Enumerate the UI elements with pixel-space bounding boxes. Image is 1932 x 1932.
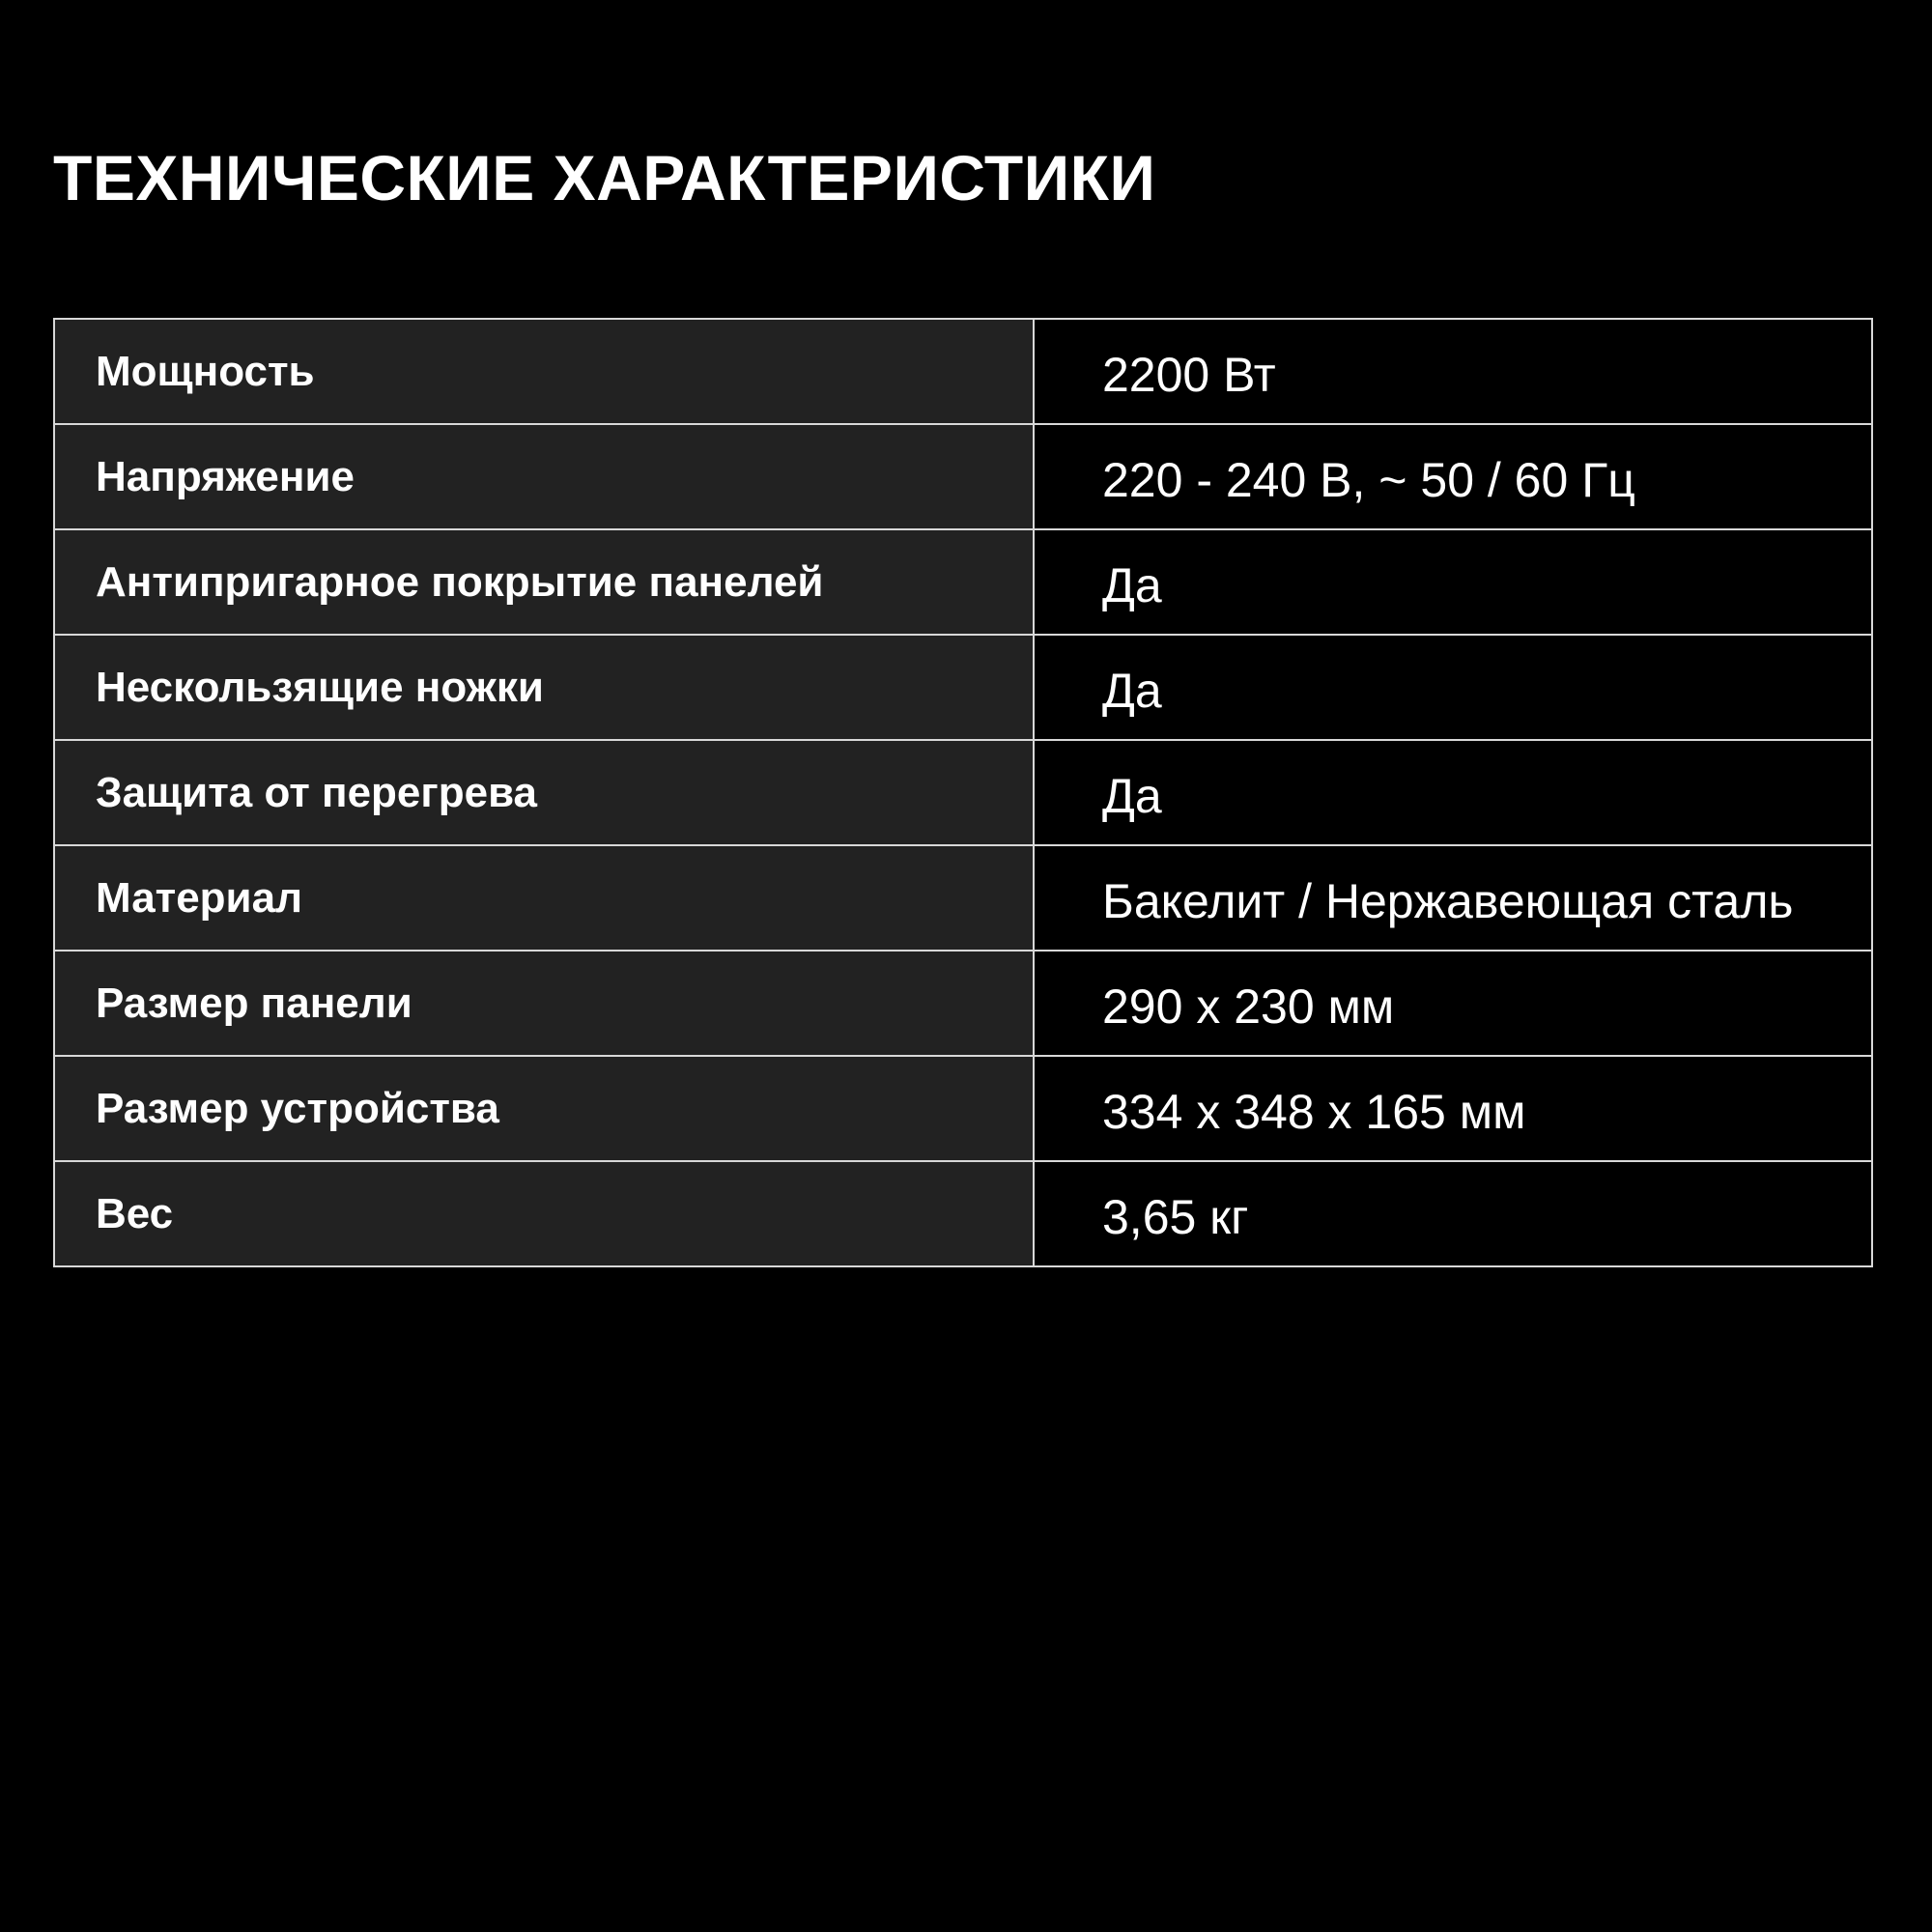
spec-value: Бакелит / Нержавеющая сталь bbox=[1035, 846, 1871, 950]
spec-label: Размер панели bbox=[55, 952, 1035, 1055]
spec-table bbox=[53, 318, 1873, 1267]
spec-row-panel-size bbox=[55, 950, 1871, 1055]
spec-row-weight bbox=[55, 1160, 1871, 1265]
spec-label: Антипригарное покрытие панелей bbox=[55, 530, 1035, 634]
spec-row-material bbox=[55, 844, 1871, 950]
page-title: ТЕХНИЧЕСКИЕ ХАРАКТЕРИСТИКИ bbox=[53, 142, 1156, 213]
spec-value: 220 - 240 В, ~ 50 / 60 Гц bbox=[1035, 425, 1871, 528]
spec-row-overheat-protection bbox=[55, 739, 1871, 844]
spec-row-power bbox=[55, 320, 1871, 423]
spec-label: Материал bbox=[55, 846, 1035, 950]
spec-label: Напряжение bbox=[55, 425, 1035, 528]
spec-value: Да bbox=[1035, 636, 1871, 739]
spec-label: Мощность bbox=[55, 320, 1035, 423]
spec-label: Вес bbox=[55, 1162, 1035, 1265]
spec-value: 290 x 230 мм bbox=[1035, 952, 1871, 1055]
spec-value: Да bbox=[1035, 741, 1871, 844]
spec-value: 334 x 348 x 165 мм bbox=[1035, 1057, 1871, 1160]
spec-value: 2200 Вт bbox=[1035, 320, 1871, 423]
spec-row-nonslip-feet bbox=[55, 634, 1871, 739]
spec-value: 3,65 кг bbox=[1035, 1162, 1871, 1265]
spec-row-device-size bbox=[55, 1055, 1871, 1160]
spec-label: Размер устройства bbox=[55, 1057, 1035, 1160]
spec-label: Защита от перегрева bbox=[55, 741, 1035, 844]
spec-row-nonstick-coating bbox=[55, 528, 1871, 634]
spec-value: Да bbox=[1035, 530, 1871, 634]
spec-row-voltage bbox=[55, 423, 1871, 528]
spec-label: Нескользящие ножки bbox=[55, 636, 1035, 739]
